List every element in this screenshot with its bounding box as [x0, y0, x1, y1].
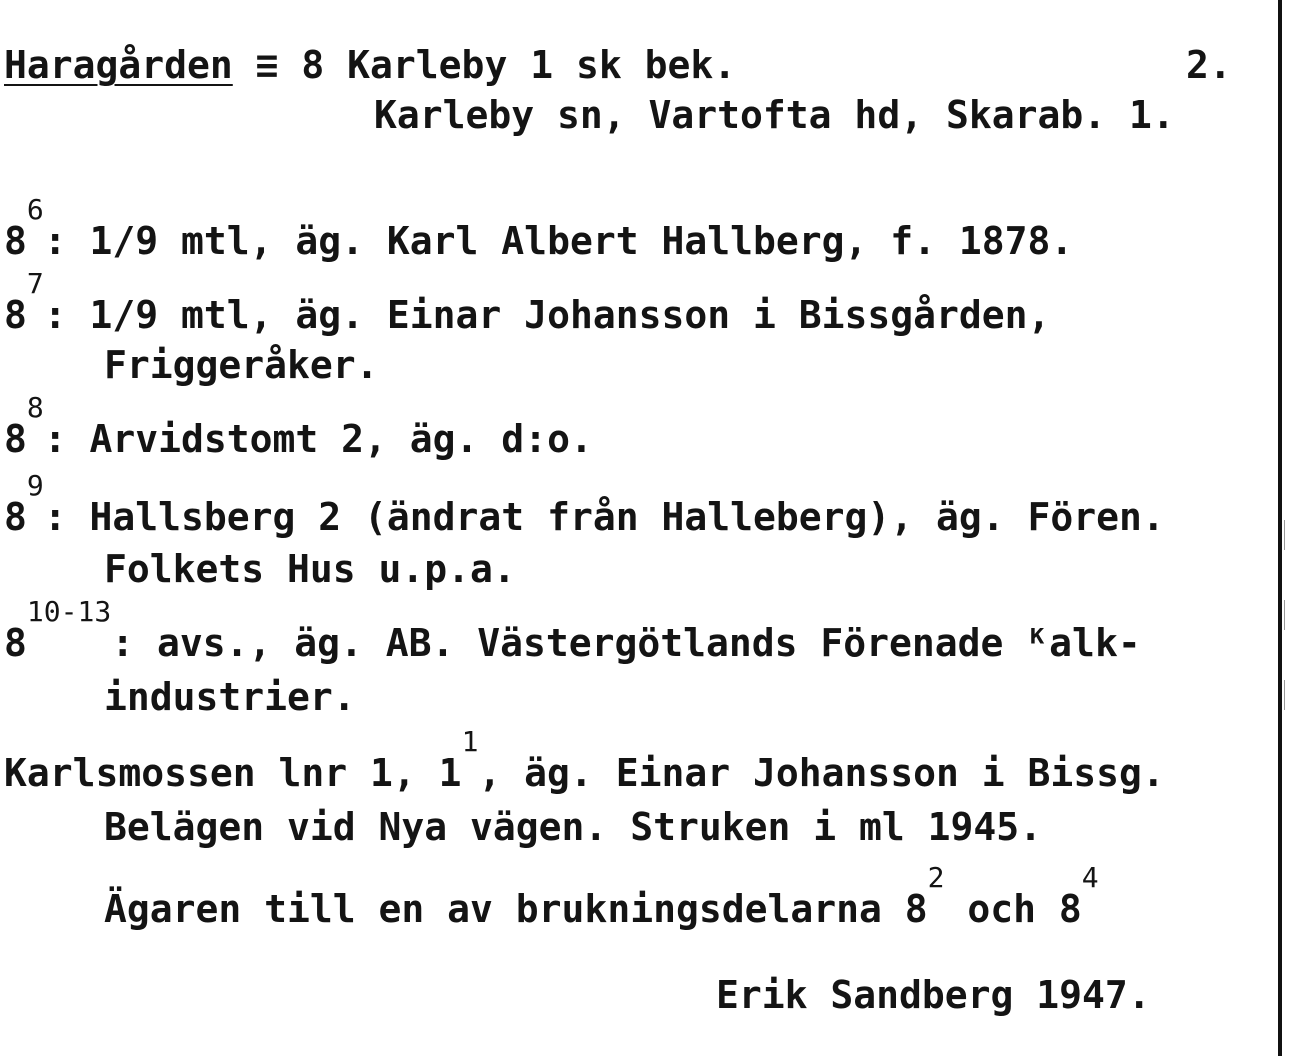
entry-superscript: 6 — [26, 193, 44, 226]
entry-8-9 — [4, 469, 1165, 539]
entry-8-6 — [4, 193, 1074, 263]
entry-8-7-continuation: Friggeråker. — [104, 343, 379, 387]
entry-superscript: 9 — [26, 469, 44, 502]
entry-text: : Hallsberg 2 (ändrat från Halleberg), äg. Fören. — [43, 495, 1165, 539]
entry-8-10-13-continuation: industrier. — [104, 675, 356, 719]
entry-8-8 — [4, 391, 593, 461]
entry-number: 8 — [4, 495, 27, 539]
entry-superscript: 10-13 — [26, 595, 112, 628]
edge-mark — [1284, 520, 1285, 550]
card-edge-line — [1278, 0, 1282, 1056]
header-entry: ≡ 8 Karleby 1 sk bek. — [232, 43, 737, 87]
entry-superscript: 7 — [26, 267, 44, 300]
entry-superscript: 8 — [26, 391, 44, 424]
entry-text: : Arvidstomt 2, äg. d:o. — [43, 417, 593, 461]
entry-8-7 — [4, 267, 1051, 337]
entry-8-9-continuation: Folkets Hus u.p.a. — [104, 547, 516, 591]
entry-number: 8 — [4, 219, 27, 263]
note-text-b: och 8 — [944, 887, 1082, 931]
header-line — [4, 43, 737, 87]
entry-number: 8 — [4, 293, 27, 337]
note-superscript-a: 2 — [927, 861, 945, 894]
entry-number: 8 — [4, 417, 27, 461]
karlsmossen-text-a: Karlsmossen lnr 1, 1 — [4, 751, 462, 795]
owner-note — [104, 861, 1099, 931]
entry-8-10-13 — [4, 595, 1141, 665]
note-superscript-b: 4 — [1081, 861, 1099, 894]
karlsmossen-superscript: 1 — [461, 725, 479, 758]
note-text-a: Ägaren till en av brukningsdelarna 8 — [104, 887, 928, 931]
farm-name: Haragården — [4, 43, 233, 87]
entry-text: : avs., äg. AB. Västergötlands Förenade ᴷalk- — [111, 621, 1141, 665]
karlsmossen-continuation: Belägen vid Nya vägen. Struken i ml 1945. — [104, 805, 1042, 849]
parish-line: Karleby sn, Vartofta hd, Skarab. 1. — [374, 93, 1175, 137]
signature: Erik Sandberg 1947. — [716, 973, 1151, 1017]
karlsmossen-line — [4, 725, 1165, 795]
entry-text: : 1/9 mtl, äg. Karl Albert Hallberg, f. 1878. — [43, 219, 1074, 263]
entry-text: : 1/9 mtl, äg. Einar Johansson i Bissgården, — [43, 293, 1051, 337]
edge-mark — [1284, 600, 1285, 630]
card-number: 2. — [1186, 43, 1232, 87]
karlsmossen-text-b: , äg. Einar Johansson i Bissg. — [478, 751, 1165, 795]
edge-mark — [1284, 680, 1285, 710]
entry-number: 8 — [4, 621, 27, 665]
